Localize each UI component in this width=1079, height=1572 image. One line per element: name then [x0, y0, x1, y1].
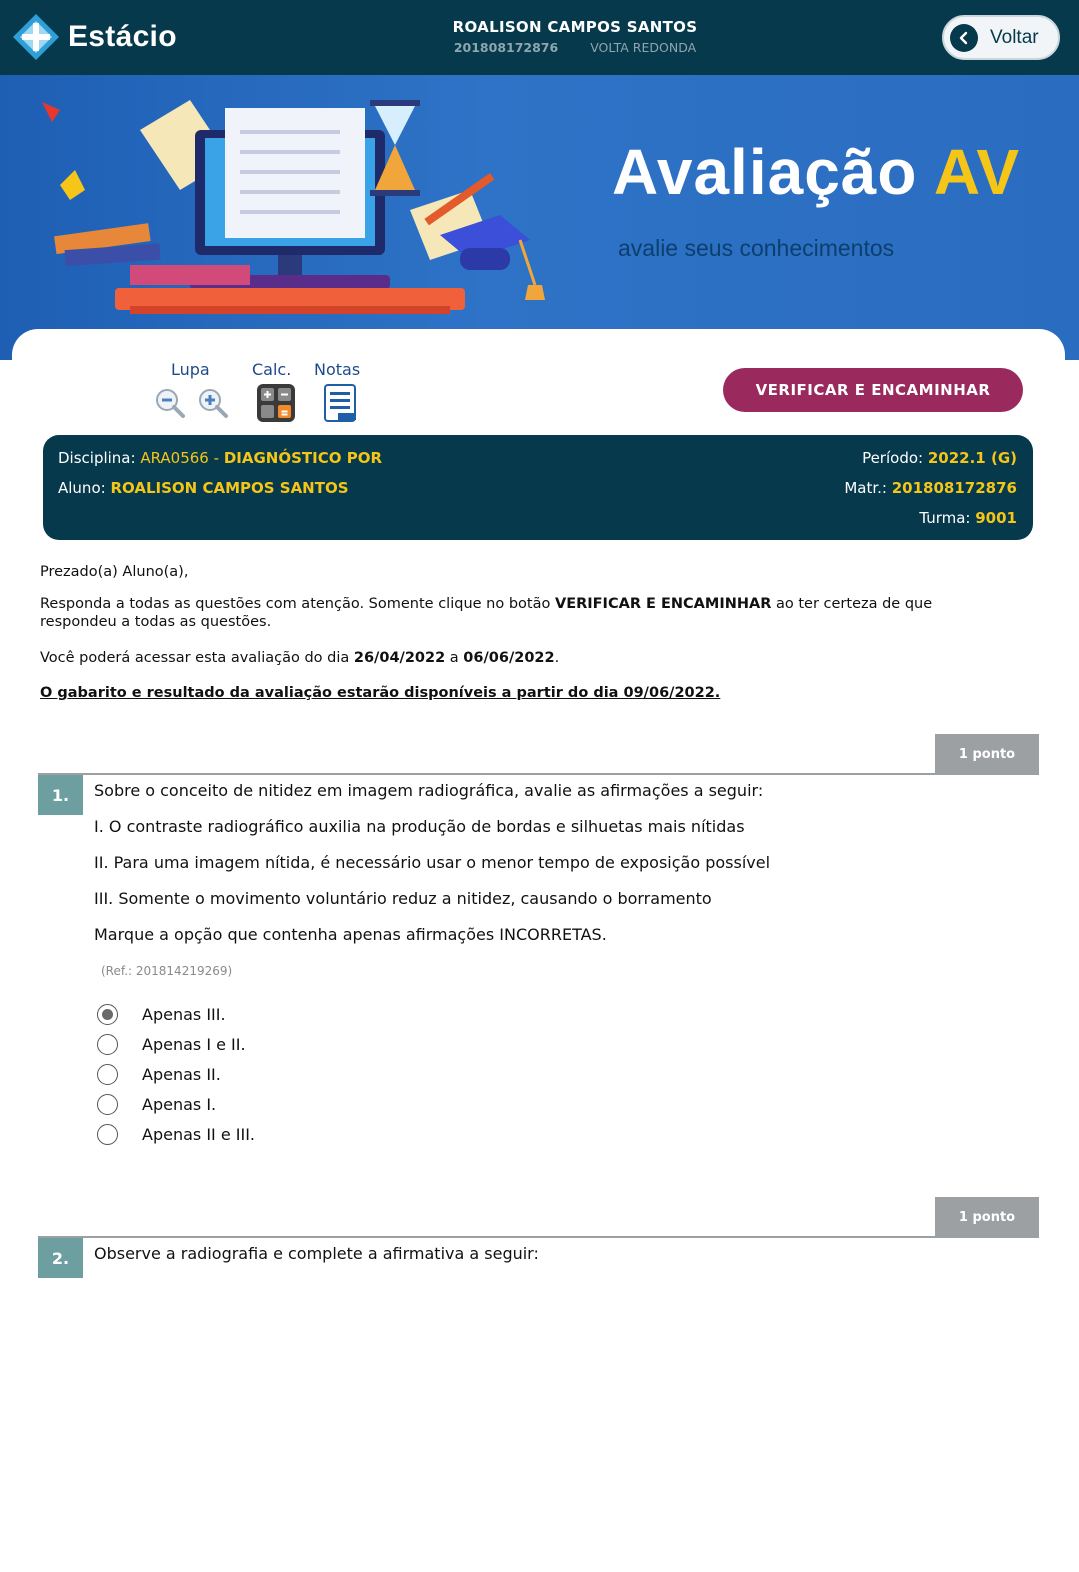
access-end-date: 06/06/2022 — [463, 650, 555, 666]
zoom-in-icon[interactable] — [197, 387, 229, 423]
banner-title — [612, 135, 1020, 209]
disciplina-name: DIAGNÓSTICO POR — [223, 449, 382, 467]
question-1-option-d[interactable] — [97, 1094, 216, 1115]
chevron-left-icon — [950, 24, 978, 52]
disciplina-separator: - — [213, 449, 220, 467]
periodo-row — [862, 449, 1017, 467]
question-1-divider — [38, 773, 1039, 775]
question-1-statement-1: I. O contraste radiográfico auxilia na produção de bordas e silhuetas mais nítidas — [94, 817, 745, 836]
question-1-option-a[interactable] — [97, 1004, 226, 1025]
question-1-option-c[interactable] — [97, 1064, 221, 1085]
matricula-row — [844, 479, 1017, 497]
exam-info-box — [43, 435, 1033, 540]
access-start-date: 26/04/2022 — [353, 650, 446, 666]
access-text-mid: a — [445, 650, 464, 666]
radio-checked[interactable] — [97, 1004, 118, 1025]
question-1-option-b[interactable] — [97, 1034, 246, 1055]
question-1-statement-2: II. Para uma imagem nítida, é necessário usar o menor tempo de exposição possível — [94, 853, 771, 872]
instructions-part3: respondeu a todas as questões. — [40, 614, 272, 630]
question-1-points: 1 ponto — [935, 734, 1039, 774]
disciplina-label: Disciplina: — [58, 449, 136, 467]
question-1-ref: (Ref.: 201814219269) — [101, 964, 233, 978]
calc-label: Calc. — [252, 360, 292, 379]
instructions-part1: Responda a todas as questões com atenção. Somente clique no botão — [40, 596, 555, 612]
question-2-number: 2. — [38, 1238, 83, 1278]
question-2-divider — [38, 1236, 1039, 1238]
radio[interactable] — [97, 1034, 118, 1055]
student-subinfo — [0, 40, 1079, 55]
radio[interactable] — [97, 1124, 118, 1145]
disciplina-code: ARA0566 — [140, 449, 209, 467]
periodo-value: 2022.1 (G) — [927, 449, 1017, 467]
student-header — [0, 18, 1079, 55]
instructions-part2: ao ter certeza de que — [771, 596, 933, 612]
access-text-a: Você poderá acessar esta avaliação do dia — [40, 650, 354, 666]
question-1-number: 1. — [38, 775, 83, 815]
question-1-statement-3: III. Somente o movimento voluntário reduz a nitidez, causando o borramento — [94, 889, 712, 908]
access-text-dot: . — [554, 650, 560, 666]
question-2-points: 1 ponto — [935, 1197, 1039, 1237]
back-button[interactable] — [942, 15, 1060, 60]
notas-label: Notas — [314, 360, 361, 379]
verify-submit-button[interactable]: VERIFICAR E ENCAMINHAR — [723, 368, 1023, 412]
matricula-label: Matr.: — [844, 479, 887, 497]
back-button-label: Voltar — [990, 26, 1039, 48]
option-label: Apenas I. — [142, 1095, 217, 1114]
question-1-prompt: Marque a opção que contenha apenas afirmações INCORRETAS. — [94, 925, 607, 944]
question-1-option-e[interactable] — [97, 1124, 255, 1145]
banner-title-main: Avaliação — [612, 136, 918, 208]
question-1-text: Sobre o conceito de nitidez em imagem radiográfica, avalie as afirmações a seguir: — [94, 781, 764, 800]
aluno-row — [58, 479, 349, 497]
student-matricula: 201808172876 — [453, 40, 559, 55]
zoom-out-icon[interactable] — [154, 387, 186, 423]
student-name: ROALISON CAMPOS SANTOS — [452, 18, 698, 36]
banner — [0, 75, 1079, 360]
aluno-label: Aluno: — [58, 479, 106, 497]
instructions-verify-bold: VERIFICAR E ENCAMINHAR — [554, 596, 772, 612]
radio[interactable] — [97, 1064, 118, 1085]
periodo-label: Período: — [862, 449, 924, 467]
banner-subtitle: avalie seus conhecimentos — [618, 235, 895, 261]
top-bar — [0, 0, 1079, 75]
option-label: Apenas I e II. — [142, 1035, 246, 1054]
option-label: Apenas III. — [142, 1005, 226, 1024]
banner-illustration — [30, 90, 570, 325]
instructions-text — [40, 595, 1040, 631]
radio[interactable] — [97, 1094, 118, 1115]
turma-value: 9001 — [975, 509, 1017, 527]
greeting-text: Prezado(a) Aluno(a), — [40, 564, 189, 580]
turma-row — [919, 509, 1017, 527]
gabarito-notice: O gabarito e resultado da avaliação estarão disponíveis a partir do dia 09/06/2022. — [40, 685, 721, 701]
calculator-icon[interactable] — [257, 384, 295, 426]
access-period-text — [40, 649, 559, 667]
aluno-name: ROALISON CAMPOS SANTOS — [110, 479, 349, 497]
matricula-value: 201808172876 — [891, 479, 1017, 497]
notes-icon[interactable] — [324, 384, 358, 426]
student-campus: VOLTA REDONDA — [590, 40, 697, 55]
option-label: Apenas II. — [142, 1065, 221, 1084]
question-2-text: Observe a radiografia e complete a afirmativa a seguir: — [94, 1244, 539, 1263]
disciplina-row — [58, 449, 382, 467]
brand-name: Estácio — [68, 20, 177, 53]
lupa-label: Lupa — [171, 360, 210, 379]
banner-title-accent: AV — [933, 136, 1021, 208]
turma-label: Turma: — [919, 509, 971, 527]
option-label: Apenas II e III. — [142, 1125, 256, 1144]
